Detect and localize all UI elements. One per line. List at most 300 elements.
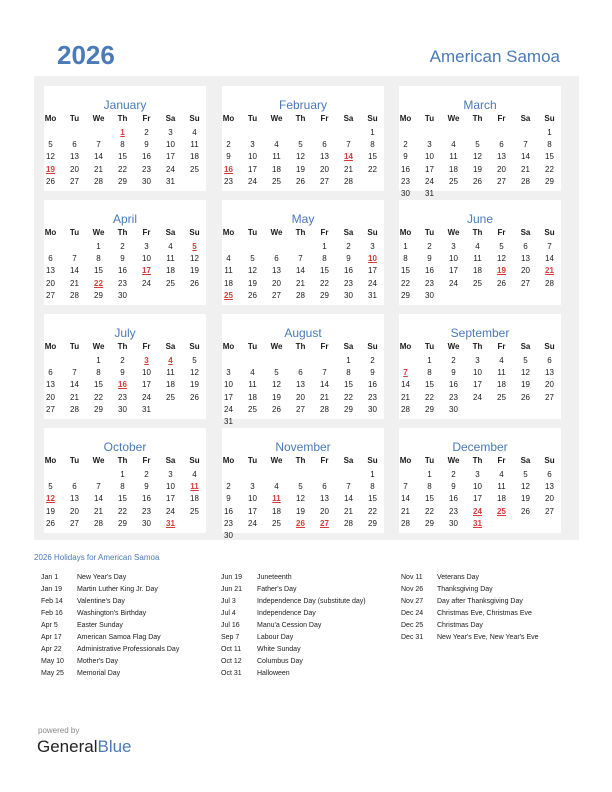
day-cell: 1 xyxy=(403,242,408,251)
day-cell: 30 xyxy=(224,531,233,540)
day-cell: 29 xyxy=(545,176,554,186)
month-panel xyxy=(44,200,206,305)
month-panel xyxy=(44,314,206,419)
day-cell: 28 xyxy=(344,518,353,528)
holiday-day-cell: 5 xyxy=(192,242,197,251)
brand-general: General xyxy=(37,737,98,756)
day-cell: 28 xyxy=(401,404,410,414)
powered-by: powered by xyxy=(38,726,80,735)
day-cell: 28 xyxy=(344,176,353,186)
holiday-day-cell: 11 xyxy=(272,494,281,504)
day-cell: 24 xyxy=(473,392,482,402)
weekday-label: We xyxy=(447,456,460,465)
day-cell: 24 xyxy=(368,278,377,288)
month-name: March xyxy=(463,98,497,112)
weekday-label: Th xyxy=(117,456,128,465)
day-cell: 5 xyxy=(523,470,528,479)
day-cell: 3 xyxy=(370,242,375,251)
calendar-grid xyxy=(34,76,579,540)
day-cell: 25 xyxy=(497,392,506,402)
weekday-label: Mo xyxy=(44,228,57,237)
day-cell: 2 xyxy=(144,128,149,137)
day-cell: 14 xyxy=(401,380,410,390)
weekday-label: Su xyxy=(367,456,378,465)
day-cell: 4 xyxy=(192,128,197,137)
month-panel xyxy=(44,428,206,533)
day-cell: 1 xyxy=(346,356,351,365)
day-cell: 9 xyxy=(370,368,375,378)
day-cell: 14 xyxy=(401,494,410,504)
day-cell: 21 xyxy=(70,392,79,402)
day-cell: 2 xyxy=(226,482,231,492)
day-cell: 23 xyxy=(142,506,151,516)
day-cell: 6 xyxy=(499,140,504,150)
day-cell: 22 xyxy=(368,506,377,516)
day-cell: 18 xyxy=(224,278,233,288)
day-cell: 22 xyxy=(118,506,127,516)
day-cell: 15 xyxy=(344,380,353,390)
day-cell: 5 xyxy=(48,482,53,492)
day-cell: 15 xyxy=(118,494,127,504)
day-cell: 3 xyxy=(144,242,149,251)
day-cell: 14 xyxy=(521,152,530,162)
day-cell: 20 xyxy=(70,506,79,516)
weekday-label: Tu xyxy=(247,114,258,123)
day-cell: 28 xyxy=(70,404,79,414)
holiday-date: Feb 14 xyxy=(41,598,63,605)
day-cell: 12 xyxy=(296,152,305,162)
day-cell: 2 xyxy=(120,242,125,251)
day-cell: 6 xyxy=(547,470,552,479)
month-name: January xyxy=(103,98,147,112)
day-cell: 18 xyxy=(166,380,175,390)
holiday-date: Apr 22 xyxy=(41,646,62,653)
day-cell: 15 xyxy=(425,380,434,390)
holiday-row xyxy=(221,670,366,682)
day-cell: 31 xyxy=(142,404,151,414)
weekday-label: Sa xyxy=(343,114,354,123)
day-cell: 31 xyxy=(166,176,175,186)
day-cell: 20 xyxy=(46,392,55,402)
day-cell: 8 xyxy=(403,254,408,264)
day-cell: 31 xyxy=(425,189,434,198)
day-cell: 9 xyxy=(427,254,432,264)
holiday-row xyxy=(221,598,366,610)
day-cell: 17 xyxy=(248,164,257,174)
day-cell: 6 xyxy=(48,368,53,378)
day-cell: 6 xyxy=(274,254,279,264)
day-cell: 29 xyxy=(94,290,103,300)
day-cell: 13 xyxy=(545,368,554,378)
day-cell: 28 xyxy=(320,404,329,414)
day-cell: 21 xyxy=(94,506,103,516)
day-cell: 8 xyxy=(427,368,432,378)
day-cell: 18 xyxy=(166,266,175,276)
holiday-date: Jul 4 xyxy=(221,610,236,617)
day-cell: 13 xyxy=(296,380,305,390)
month-name: February xyxy=(278,98,328,112)
weekday-label: Su xyxy=(189,114,200,123)
day-cell: 28 xyxy=(94,518,103,528)
holiday-name: Father's Day xyxy=(257,586,297,593)
weekday-label: Mo xyxy=(222,228,235,237)
day-cell: 14 xyxy=(94,494,103,504)
day-cell: 22 xyxy=(425,392,434,402)
weekday-label: Fr xyxy=(142,228,151,237)
day-cell: 3 xyxy=(226,368,231,378)
day-cell: 6 xyxy=(72,140,77,150)
month-panel xyxy=(222,200,384,305)
day-cell: 3 xyxy=(168,470,173,479)
day-cell: 18 xyxy=(473,266,482,276)
day-cell: 3 xyxy=(475,470,480,479)
day-cell: 21 xyxy=(401,392,410,402)
weekday-label: Th xyxy=(472,114,483,123)
holiday-row xyxy=(221,658,366,670)
day-cell: 18 xyxy=(272,506,281,516)
weekday-label: Fr xyxy=(497,228,506,237)
holiday-name: New Year's Eve, New Year's Eve xyxy=(437,634,539,641)
weekday-label: Tu xyxy=(69,114,80,123)
day-cell: 11 xyxy=(224,266,233,276)
day-cell: 16 xyxy=(142,494,151,504)
country-title: American Samoa xyxy=(429,47,560,66)
day-cell: 3 xyxy=(250,482,255,492)
holiday-name: Christmas Eve, Christmas Eve xyxy=(437,610,532,617)
day-cell: 20 xyxy=(70,164,79,174)
day-cell: 4 xyxy=(499,356,504,365)
day-cell: 19 xyxy=(521,494,530,504)
day-cell: 11 xyxy=(190,140,199,150)
day-cell: 1 xyxy=(547,128,552,137)
holiday-day-cell: 27 xyxy=(320,518,329,528)
day-cell: 13 xyxy=(545,482,554,492)
holiday-day-cell: 31 xyxy=(166,518,175,528)
holiday-row xyxy=(41,598,179,610)
day-cell: 3 xyxy=(250,140,255,150)
day-cell: 8 xyxy=(346,368,351,378)
day-cell: 29 xyxy=(320,290,329,300)
day-cell: 2 xyxy=(144,470,149,479)
day-cell: 26 xyxy=(190,278,199,288)
holiday-name: Memorial Day xyxy=(77,670,121,677)
day-cell: 26 xyxy=(190,392,199,402)
holiday-date: May 10 xyxy=(41,658,64,665)
weekday-label: We xyxy=(447,114,460,123)
weekday-label: Mo xyxy=(399,342,412,351)
holiday-name: Manu'a Cession Day xyxy=(257,622,322,629)
day-cell: 17 xyxy=(473,380,482,390)
holiday-day-cell: 19 xyxy=(497,266,506,276)
holiday-date: Oct 11 xyxy=(221,646,242,653)
holiday-row xyxy=(41,622,179,634)
day-cell: 12 xyxy=(46,152,55,162)
day-cell: 17 xyxy=(224,392,233,402)
holiday-name: American Samoa Flag Day xyxy=(77,634,161,641)
holiday-date: Jul 3 xyxy=(221,598,236,605)
day-cell: 27 xyxy=(545,392,554,402)
weekday-label: Sa xyxy=(165,228,176,237)
holiday-name: Christmas Day xyxy=(437,622,483,629)
weekday-label: We xyxy=(92,342,105,351)
holiday-row xyxy=(221,610,366,622)
holiday-row xyxy=(221,622,366,634)
day-cell: 13 xyxy=(70,152,79,162)
day-cell: 4 xyxy=(274,482,279,492)
day-cell: 25 xyxy=(272,518,281,528)
day-cell: 5 xyxy=(48,140,53,150)
day-cell: 22 xyxy=(425,506,434,516)
day-cell: 24 xyxy=(224,404,233,414)
day-cell: 7 xyxy=(96,482,101,492)
day-cell: 15 xyxy=(401,266,410,276)
day-cell: 21 xyxy=(401,506,410,516)
day-cell: 23 xyxy=(449,506,458,516)
day-cell: 30 xyxy=(344,290,353,300)
holiday-row xyxy=(41,586,179,598)
day-cell: 27 xyxy=(272,290,281,300)
day-cell: 21 xyxy=(344,506,353,516)
day-cell: 26 xyxy=(521,392,530,402)
day-cell: 21 xyxy=(320,392,329,402)
weekday-label: Sa xyxy=(520,456,531,465)
day-cell: 19 xyxy=(190,380,199,390)
weekday-label: We xyxy=(270,114,283,123)
day-cell: 4 xyxy=(192,470,197,479)
weekday-label: Su xyxy=(544,228,555,237)
holiday-name: Easter Sunday xyxy=(77,622,123,629)
day-cell: 6 xyxy=(523,242,528,251)
day-cell: 2 xyxy=(451,356,456,365)
weekday-label: Mo xyxy=(222,114,235,123)
day-cell: 19 xyxy=(296,506,305,516)
day-cell: 13 xyxy=(320,494,329,504)
day-cell: 24 xyxy=(248,176,257,186)
weekday-label: Mo xyxy=(44,114,57,123)
holiday-day-cell: 12 xyxy=(46,494,55,504)
day-cell: 22 xyxy=(368,164,377,174)
day-cell: 19 xyxy=(473,164,482,174)
day-cell: 24 xyxy=(248,518,257,528)
day-cell: 25 xyxy=(166,392,175,402)
day-cell: 20 xyxy=(320,164,329,174)
holiday-day-cell: 24 xyxy=(473,506,482,516)
month-panel xyxy=(399,86,561,198)
holiday-date: Dec 31 xyxy=(401,634,424,641)
day-cell: 1 xyxy=(120,470,125,479)
day-cell: 4 xyxy=(475,242,480,251)
weekday-label: Fr xyxy=(497,342,506,351)
holiday-date: Oct 31 xyxy=(221,670,242,677)
holiday-name: Labour Day xyxy=(257,634,294,641)
day-cell: 16 xyxy=(368,380,377,390)
day-cell: 22 xyxy=(320,278,329,288)
day-cell: 12 xyxy=(521,482,530,492)
day-cell: 15 xyxy=(118,152,127,162)
holiday-day-cell: 21 xyxy=(545,266,554,276)
day-cell: 13 xyxy=(70,494,79,504)
holiday-day-cell: 10 xyxy=(368,254,377,264)
day-cell: 23 xyxy=(344,278,353,288)
day-cell: 25 xyxy=(166,278,175,288)
weekday-label: Tu xyxy=(69,456,80,465)
brand-logo[interactable] xyxy=(37,737,132,757)
day-cell: 14 xyxy=(344,494,353,504)
weekday-label: We xyxy=(92,228,105,237)
day-cell: 28 xyxy=(521,176,530,186)
holiday-name: Mother's Day xyxy=(77,658,119,665)
weekday-label: Tu xyxy=(247,342,258,351)
day-cell: 23 xyxy=(401,176,410,186)
holiday-column xyxy=(41,574,179,682)
weekday-label: Sa xyxy=(520,114,531,123)
day-cell: 1 xyxy=(96,356,101,365)
day-cell: 25 xyxy=(190,506,199,516)
day-cell: 15 xyxy=(94,266,103,276)
weekday-label: Th xyxy=(472,228,483,237)
weekday-label: Mo xyxy=(399,456,412,465)
day-cell: 14 xyxy=(70,380,79,390)
day-cell: 10 xyxy=(166,482,175,492)
weekday-label: Fr xyxy=(142,342,151,351)
day-cell: 20 xyxy=(272,278,281,288)
holiday-date: Jul 16 xyxy=(221,622,240,629)
day-cell: 16 xyxy=(142,152,151,162)
weekday-label: Th xyxy=(472,456,483,465)
weekday-label: Th xyxy=(295,456,306,465)
day-cell: 16 xyxy=(344,266,353,276)
day-cell: 8 xyxy=(120,482,125,492)
day-cell: 24 xyxy=(142,392,151,402)
day-cell: 20 xyxy=(521,266,530,276)
holiday-date: May 25 xyxy=(41,670,64,677)
weekday-label: We xyxy=(270,228,283,237)
day-cell: 8 xyxy=(547,140,552,150)
day-cell: 6 xyxy=(322,140,327,150)
day-cell: 21 xyxy=(70,278,79,288)
day-cell: 27 xyxy=(46,290,55,300)
day-cell: 12 xyxy=(248,266,257,276)
day-cell: 27 xyxy=(497,176,506,186)
weekday-label: Tu xyxy=(69,342,80,351)
day-cell: 30 xyxy=(425,290,434,300)
day-cell: 18 xyxy=(190,152,199,162)
day-cell: 26 xyxy=(473,176,482,186)
day-cell: 20 xyxy=(46,278,55,288)
day-cell: 23 xyxy=(425,278,434,288)
day-cell: 29 xyxy=(344,404,353,414)
day-cell: 27 xyxy=(521,278,530,288)
day-cell: 1 xyxy=(427,356,432,365)
day-cell: 2 xyxy=(451,470,456,479)
month-panel xyxy=(222,428,384,540)
day-cell: 12 xyxy=(190,254,199,264)
weekday-label: Th xyxy=(295,114,306,123)
day-cell: 25 xyxy=(272,176,281,186)
day-cell: 6 xyxy=(48,254,53,264)
day-cell: 15 xyxy=(368,152,377,162)
weekday-label: Mo xyxy=(399,114,412,123)
day-cell: 26 xyxy=(272,404,281,414)
day-cell: 4 xyxy=(168,242,173,251)
day-cell: 5 xyxy=(298,140,303,150)
day-cell: 8 xyxy=(370,140,375,150)
day-cell: 13 xyxy=(320,152,329,162)
weekday-label: Fr xyxy=(497,456,506,465)
day-cell: 6 xyxy=(72,482,77,492)
day-cell: 25 xyxy=(248,404,257,414)
day-cell: 26 xyxy=(497,278,506,288)
weekday-label: Fr xyxy=(320,342,329,351)
day-cell: 17 xyxy=(166,494,175,504)
day-cell: 8 xyxy=(96,368,101,378)
holiday-day-cell: 11 xyxy=(190,482,199,492)
day-cell: 10 xyxy=(166,140,175,150)
day-cell: 15 xyxy=(425,494,434,504)
day-cell: 19 xyxy=(272,392,281,402)
weekday-label: Tu xyxy=(424,456,435,465)
day-cell: 13 xyxy=(497,152,506,162)
day-cell: 27 xyxy=(46,404,55,414)
day-cell: 4 xyxy=(499,470,504,479)
holiday-name: Juneteenth xyxy=(257,574,292,581)
day-cell: 14 xyxy=(70,266,79,276)
day-cell: 12 xyxy=(190,368,199,378)
day-cell: 10 xyxy=(142,368,151,378)
day-cell: 20 xyxy=(320,506,329,516)
day-cell: 12 xyxy=(473,152,482,162)
day-cell: 4 xyxy=(226,254,231,264)
day-cell: 16 xyxy=(118,266,127,276)
day-cell: 15 xyxy=(545,152,554,162)
day-cell: 29 xyxy=(425,404,434,414)
month-name: November xyxy=(275,440,331,454)
month-panel xyxy=(222,314,384,426)
holiday-row xyxy=(41,634,179,646)
day-cell: 10 xyxy=(425,152,434,162)
day-cell: 9 xyxy=(226,152,231,162)
day-cell: 29 xyxy=(368,518,377,528)
day-cell: 2 xyxy=(346,242,351,251)
day-cell: 3 xyxy=(168,128,173,137)
holiday-day-cell: 4 xyxy=(168,356,173,365)
day-cell: 29 xyxy=(401,290,410,300)
day-cell: 10 xyxy=(142,254,151,264)
day-cell: 11 xyxy=(166,254,175,264)
holiday-day-cell: 7 xyxy=(403,368,408,378)
holiday-date: Apr 17 xyxy=(41,634,62,641)
weekday-label: Fr xyxy=(320,114,329,123)
holiday-date: Feb 16 xyxy=(41,610,63,617)
day-cell: 5 xyxy=(523,356,528,365)
weekday-label: Sa xyxy=(165,342,176,351)
month-panel xyxy=(222,86,384,191)
holiday-date: Oct 12 xyxy=(221,658,242,665)
day-cell: 10 xyxy=(473,482,482,492)
day-cell: 8 xyxy=(370,482,375,492)
weekday-label: Th xyxy=(117,342,128,351)
holiday-column xyxy=(401,574,539,646)
day-cell: 27 xyxy=(320,176,329,186)
day-cell: 3 xyxy=(427,140,432,150)
weekday-label: Su xyxy=(189,342,200,351)
holiday-name: Administrative Professionals Day xyxy=(77,646,180,653)
day-cell: 26 xyxy=(296,176,305,186)
day-cell: 24 xyxy=(449,278,458,288)
day-cell: 6 xyxy=(547,356,552,365)
day-cell: 2 xyxy=(120,356,125,365)
day-cell: 25 xyxy=(449,176,458,186)
